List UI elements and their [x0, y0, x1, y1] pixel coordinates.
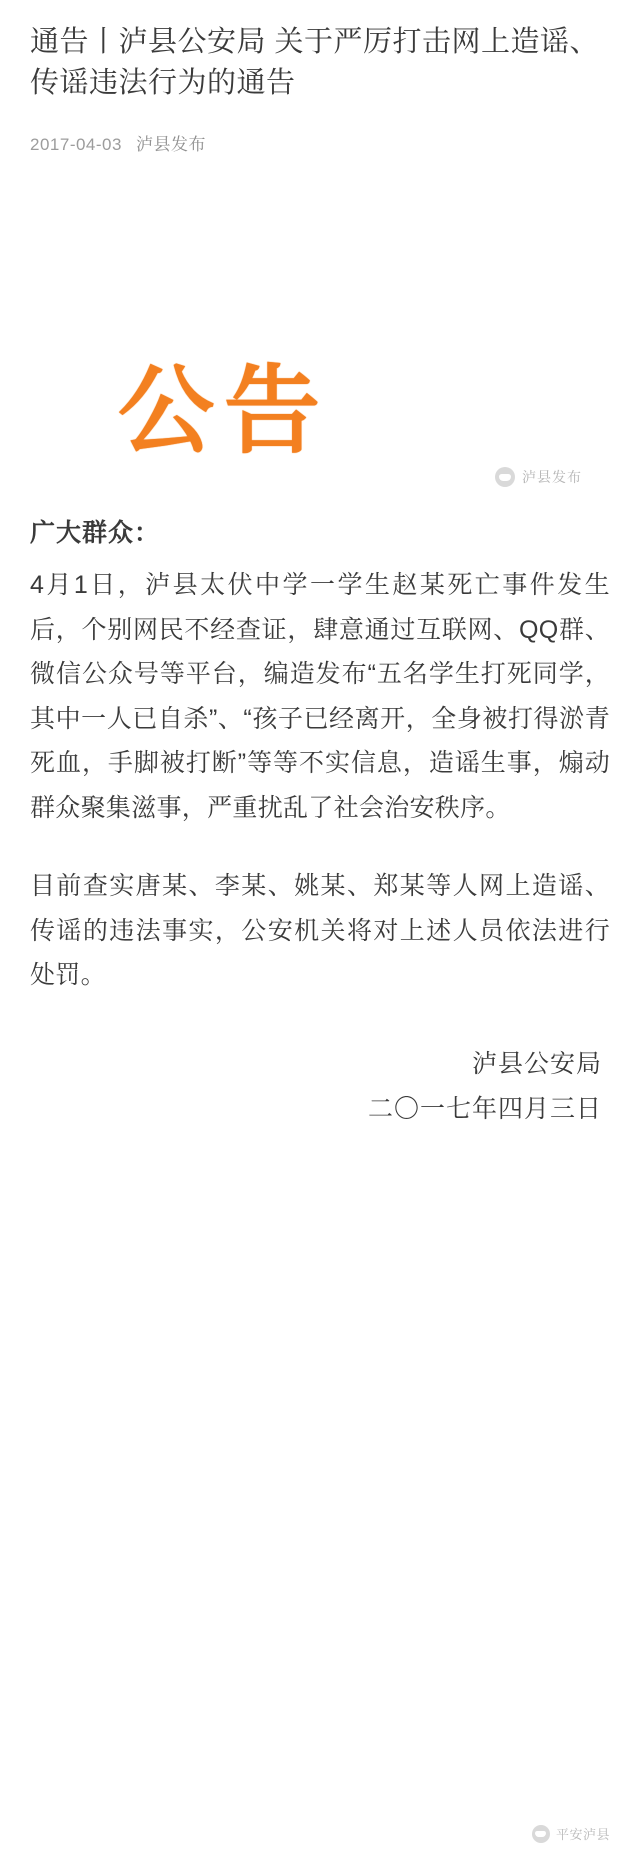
salutation: 广大群众： [30, 519, 161, 548]
publisher-name[interactable]: 泸县发布 [135, 135, 206, 155]
body-paragraph-1: 4月1日，泸县太伏中学一学生赵某死亡事件发生后，个别网民不经查证，肆意通过互联网、QQ群、微信公众号等平台，编造发布“五名学生打死同学，其中一人已自杀”、“孩子已经离开，全身被打得淤青死血，手脚被打断”等等不实信息，造谣生事，煽动群众聚集滋事，严重扰乱了社会治安秩序。 [30, 571, 610, 822]
signature-authority: 泸县公安局 [471, 1049, 602, 1078]
banner-image [30, 165, 610, 468]
body-paragraph-2: 目前查实唐某、李某、姚某、郑某等人网上造谣、传谣的违法事实，公安机关将对上述人员依法进行处罚。 [30, 872, 610, 990]
watermark-bottom [532, 1824, 610, 1843]
watermark-top-label: 泸县发布 [522, 469, 582, 486]
wechat-account-icon [532, 1825, 550, 1843]
page-title: 通告丨泸县公安局 关于严厉打击网上造谣、传谣违法行为的通告 [30, 26, 600, 100]
article-meta [30, 130, 610, 155]
signature-block [30, 1042, 610, 1132]
wechat-account-icon [495, 467, 515, 487]
watermark-bottom-label: 平安泸县 [555, 1827, 610, 1842]
signature-date: 二〇一七年四月三日 [367, 1094, 602, 1123]
banner-headline-text: 公告 [118, 355, 330, 468]
publish-date: 2017-04-03 [30, 135, 122, 155]
